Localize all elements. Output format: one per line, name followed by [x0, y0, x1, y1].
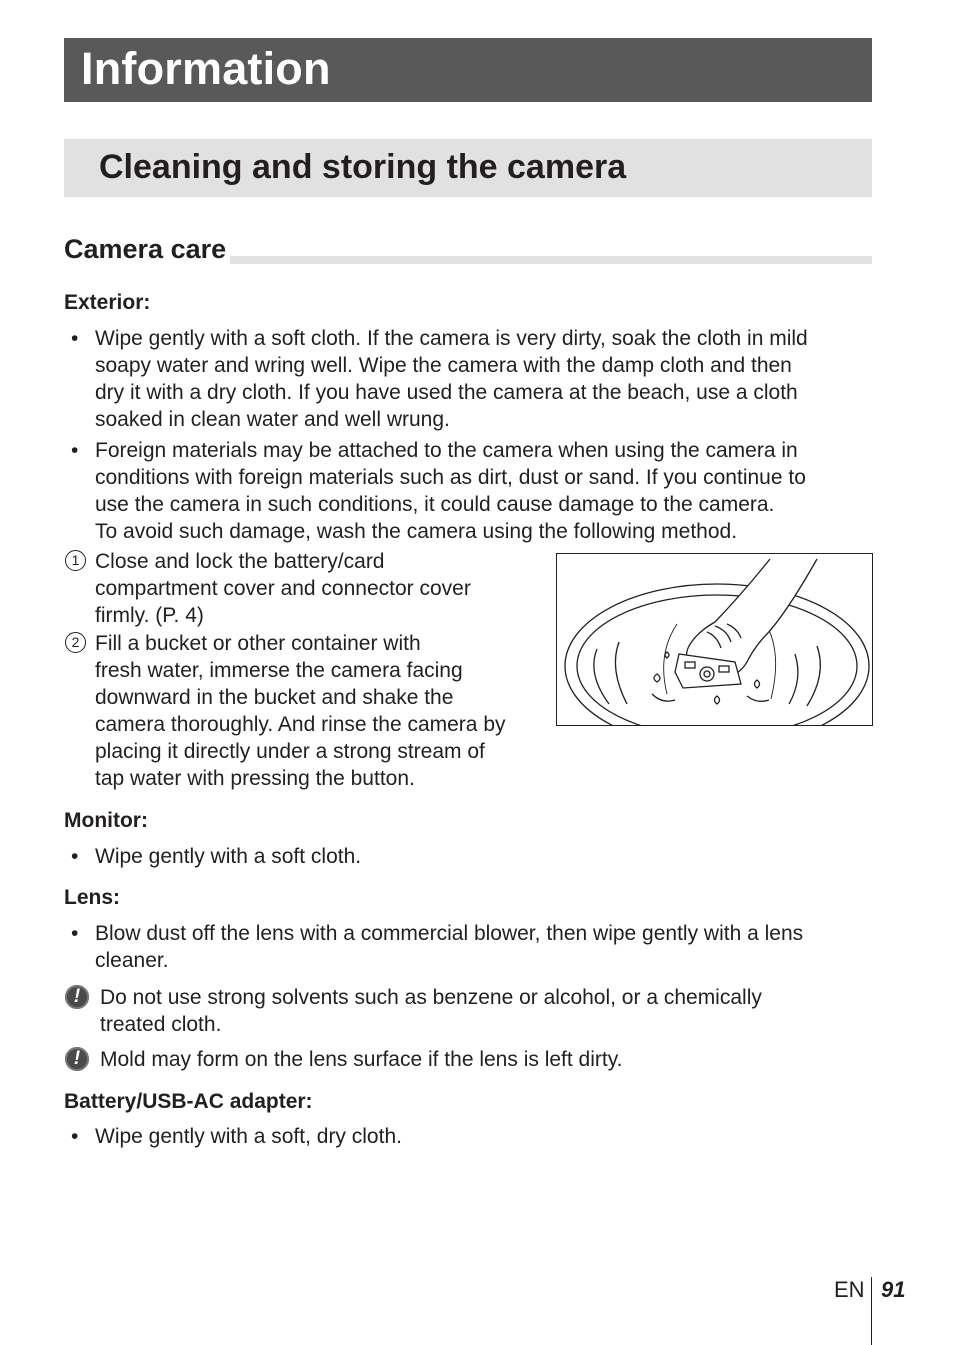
step-line: firmly. (P. 4)	[95, 604, 204, 627]
step-line: placing it directly under a strong stream of	[95, 740, 485, 763]
step-line: Fill a bucket or other container with	[95, 632, 421, 655]
bullet-line: Blow dust off the lens with a commercial blower, then wipe gently with a lens	[95, 922, 804, 945]
section-title: Cleaning and storing the camera	[99, 148, 627, 186]
bullet-line: Wipe gently with a soft cloth. If the camera is very dirty, soak the cloth in mild	[95, 327, 808, 350]
caution-line: treated cloth.	[100, 1013, 222, 1036]
battery-label: Battery/USB-AC adapter:	[64, 1090, 313, 1113]
subsection-title: Camera care	[64, 233, 230, 265]
bullet-line: soapy water and wring well. Wipe the camera with the damp cloth and then	[95, 354, 792, 377]
lens-label: Lens:	[64, 886, 121, 909]
caution-icon: !	[65, 1047, 89, 1071]
bucket-drawing	[557, 554, 872, 725]
bullet-line: Foreign materials may be attached to the camera when using the camera in	[95, 439, 798, 462]
caution-line: Mold may form on the lens surface if the lens is left dirty.	[100, 1048, 623, 1071]
monitor-label: Monitor:	[64, 809, 148, 832]
bullet-line: soaked in clean water and well wrung.	[95, 408, 450, 431]
page-number: 91	[881, 1277, 906, 1302]
step-line: downward in the bucket and shake the	[95, 686, 454, 709]
exterior-label: Exterior:	[64, 291, 151, 314]
step-line: camera thoroughly. And rinse the camera by	[95, 713, 506, 736]
bullet-line: Wipe gently with a soft cloth.	[95, 845, 362, 868]
bullet-line: use the camera in such conditions, it could cause damage to the camera.	[95, 493, 775, 516]
bullet-dot: •	[71, 439, 79, 462]
step-line: Close and lock the battery/card	[95, 550, 385, 573]
bullet-dot: •	[71, 327, 79, 350]
step-line: fresh water, immerse the camera facing	[95, 659, 463, 682]
chapter-title: Information	[81, 43, 331, 94]
step-number: 2	[65, 632, 86, 653]
caution-line: Do not use strong solvents such as benzene or alcohol, or a chemically	[100, 986, 762, 1009]
bullet-dot: •	[71, 922, 79, 945]
bullet-line: conditions with foreign materials such as dirt, dust or sand. If you continue to	[95, 466, 806, 489]
bullet-line: To avoid such damage, wash the camera using the following method.	[95, 520, 738, 543]
footer-divider	[871, 1277, 872, 1345]
bullet-line: dry it with a dry cloth. If you have used the camera at the beach, use a cloth	[95, 381, 798, 404]
bullet-dot: •	[71, 1125, 79, 1148]
bullet-line: Wipe gently with a soft, dry cloth.	[95, 1125, 402, 1148]
bullet-dot: •	[71, 845, 79, 868]
caution-icon: !	[65, 985, 89, 1009]
step-line: tap water with pressing the button.	[95, 767, 415, 790]
step-number: 1	[65, 550, 86, 571]
footer-language: EN	[834, 1277, 865, 1302]
step-line: compartment cover and connector cover	[95, 577, 471, 600]
camera-washing-illustration	[556, 553, 873, 726]
bullet-line: cleaner.	[95, 949, 169, 972]
